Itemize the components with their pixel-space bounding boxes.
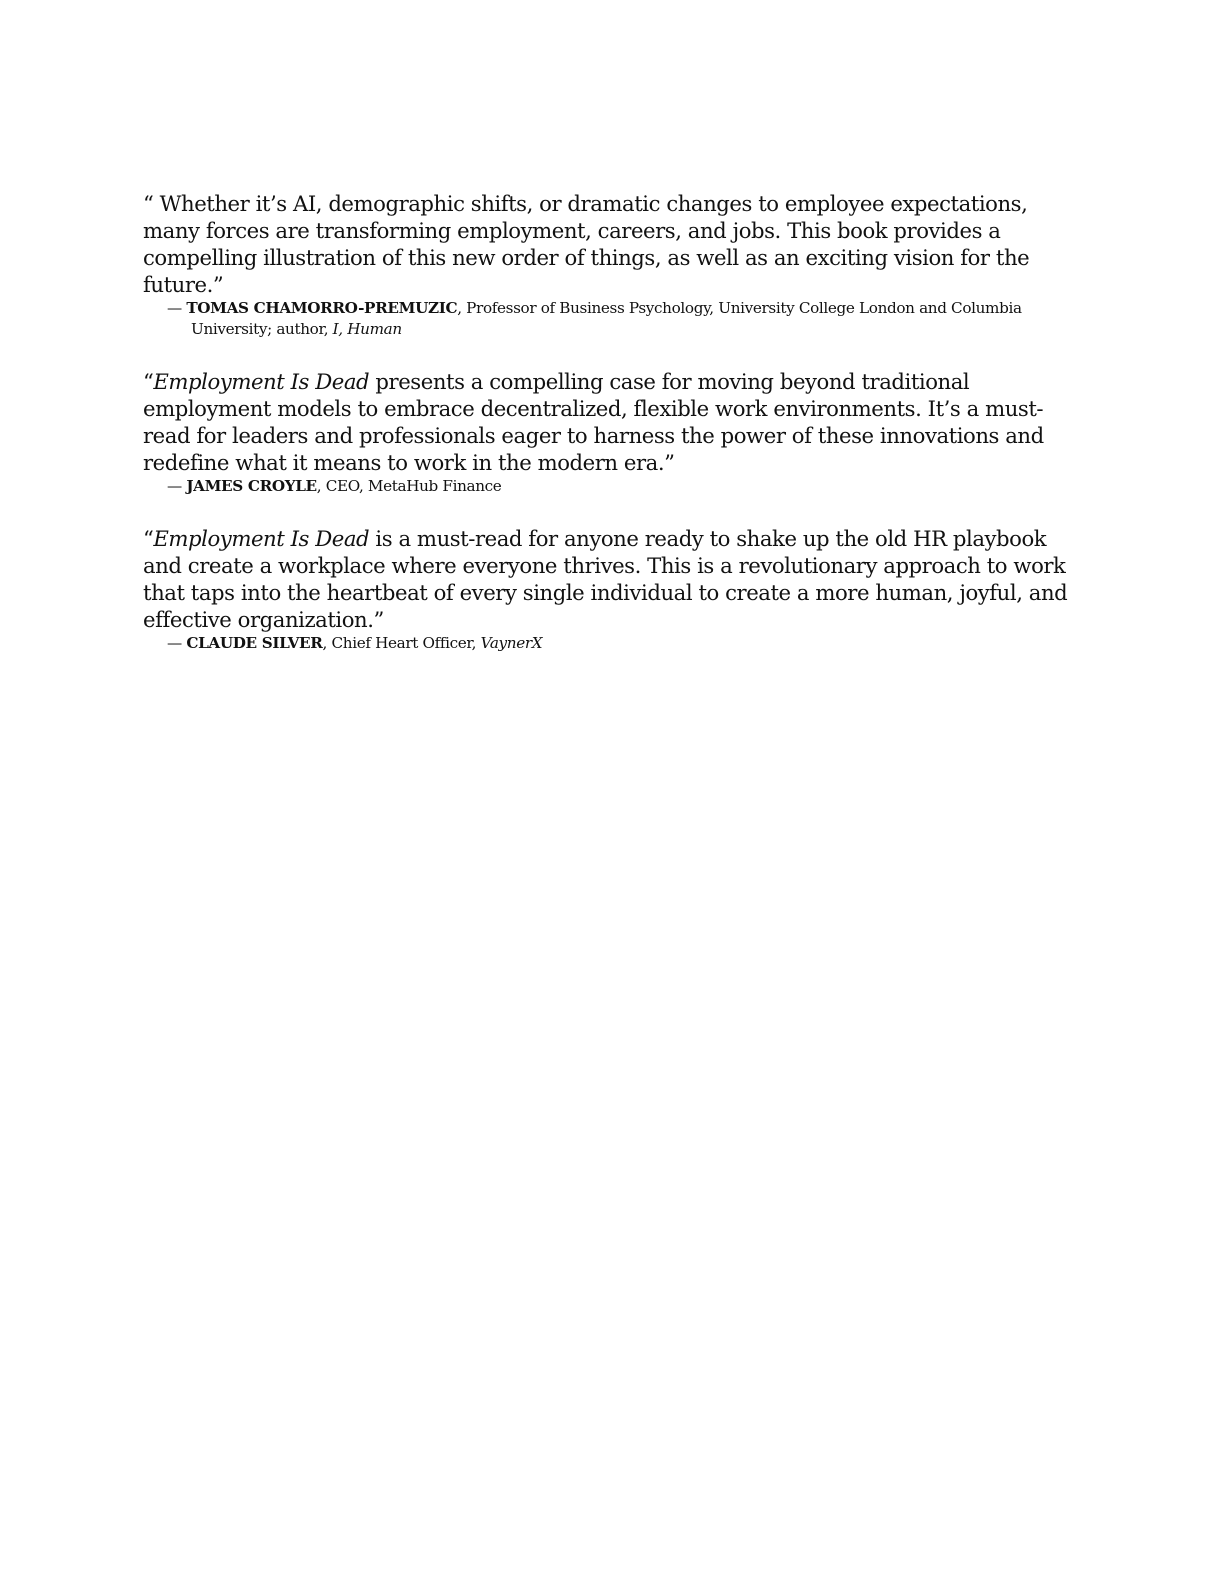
- quote-text: presents a compelling case for moving beyond traditional employment models to embrace decentralized, flexible work environments. It’s a must-read for leaders and professionals eager to harness the power of these innovations and redefine what it means to work in the modern era.”: [143, 369, 1044, 475]
- quote-open-mark: “: [143, 369, 154, 394]
- quote-text: is a must-read for anyone ready to shake up the old HR playbook and create a workplace where everyone thrives. This is a revolutionary approach to work that taps into the heartbeat of every single individual to create a more human, joyful, and effective organization.”: [143, 526, 1068, 632]
- endorser-name: JAMES CROYLE: [186, 477, 317, 495]
- endorsement-attribution: [143, 476, 1083, 497]
- attribution-dash: —: [167, 477, 187, 495]
- endorsement-attribution: [143, 633, 1083, 654]
- book-title: Employment Is Dead: [153, 526, 370, 551]
- endorser-role: , CEO, MetaHub Finance: [316, 477, 502, 495]
- quote-text: “ Whether it’s AI, demographic shifts, or dramatic changes to employee expectations, many forces are transforming employment, careers, and jobs. This book provides a compelling illustration of this new order of things, as well as an exciting vision for the future.”: [143, 191, 1030, 297]
- endorsement-chamorro-premuzic: [143, 190, 1083, 340]
- endorser-book-title: I, Human: [332, 320, 402, 338]
- endorsement-attribution: [143, 298, 1083, 340]
- endorsement-quote: [143, 525, 1083, 633]
- attribution-dash: —: [167, 634, 187, 652]
- attribution-dash: —: [167, 299, 187, 317]
- endorsement-quote: [143, 190, 1083, 298]
- quote-open-mark: “: [143, 526, 154, 551]
- endorser-name: CLAUDE SILVER: [186, 634, 323, 652]
- book-title: Employment Is Dead: [153, 369, 370, 394]
- endorser-company: VaynerX: [480, 634, 543, 652]
- endorsement-quote: [143, 368, 1083, 476]
- endorser-name: TOMAS CHAMORRO-PREMUZIC: [186, 299, 458, 317]
- endorsements-page: [143, 190, 1083, 654]
- endorsement-croyle: [143, 368, 1083, 497]
- endorser-role: , Professor of Business Psychology, University College London and Columbia University; author,: [191, 299, 1022, 338]
- endorsement-silver: [143, 525, 1083, 654]
- endorser-role: , Chief Heart Officer,: [322, 634, 481, 652]
